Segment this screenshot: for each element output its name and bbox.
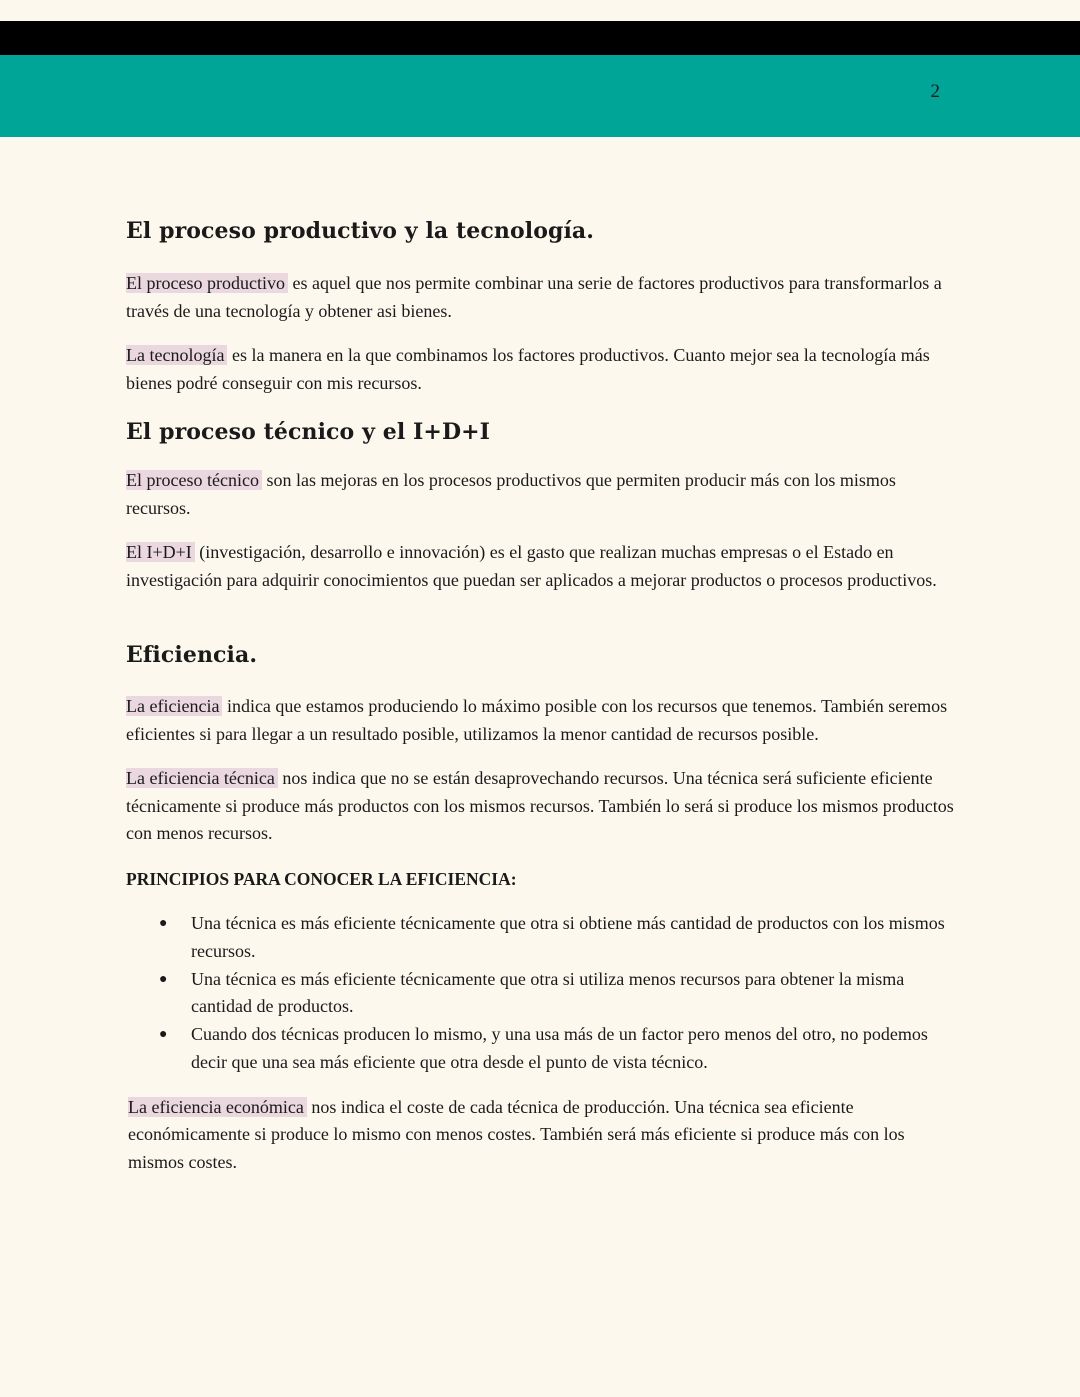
paragraph-text: es aquel que nos permite combinar una serie de factores productivos para transformarlos a través de una tecnología y obtener asi bienes. xyxy=(126,273,942,321)
highlighted-term: La tecnología xyxy=(126,345,227,365)
paragraph-proceso-productivo xyxy=(126,270,956,325)
paragraph-eficiencia-tecnica xyxy=(126,765,956,848)
paragraph-text: nos indica el coste de cada técnica de producción. Una técnica sea eficiente económicamente si produce lo mismo con menos costes. También será más eficiente si produce más con los mismos costes. xyxy=(128,1096,905,1172)
section-title-proceso-tecnico: El proceso técnico y el I+D+I xyxy=(126,419,491,445)
list-item: ● Cuando dos técnicas producen lo mismo, y una usa más de un factor pero menos del otro, no podemos decir que una sea más eficiente que otra desde el punto de vista técnico. xyxy=(191,1021,956,1077)
highlighted-term: La eficiencia xyxy=(126,696,222,716)
paragraph-text: son las mejoras en los procesos productivos que permiten producir más con los mismos recursos. xyxy=(126,470,896,518)
list-item: ● Una técnica es más eficiente técnicamente que otra si utiliza menos recursos para obtener la misma cantidad de productos. xyxy=(191,966,956,1022)
header-black-bar xyxy=(0,21,1080,55)
paragraph-text: es la manera en la que combinamos los factores productivos. Cuanto mejor sea la tecnología más bienes podré conseguir con mis recursos. xyxy=(126,345,930,393)
list-item: ● Una técnica es más eficiente técnicamente que otra si obtiene más cantidad de productos con los mismos recursos. xyxy=(191,910,956,966)
highlighted-term: La eficiencia económica xyxy=(128,1097,307,1117)
highlighted-term: El I+D+I xyxy=(126,542,195,562)
paragraph-tecnologia xyxy=(126,342,956,397)
highlighted-term: La eficiencia técnica xyxy=(126,768,278,788)
paragraph-text: (investigación, desarrollo e innovación) es el gasto que realizan muchas empresas o el Estado en investigación para adquirir conocimientos que puedan ser aplicados a mejorar productos o procesos productivos. xyxy=(126,542,937,590)
paragraph-proceso-tecnico xyxy=(126,467,956,522)
paragraph-idi xyxy=(126,539,956,594)
principles-list xyxy=(126,910,956,1077)
subheading-principios: PRINCIPIOS PARA CONOCER LA EFICIENCIA: xyxy=(126,868,517,889)
highlighted-term: El proceso productivo xyxy=(126,273,288,293)
paragraph-text: nos indica que no se están desaprovechando recursos. Una técnica será suficiente eficiente técnicamente si produce más productos con los mismos recursos. También lo será si produce los mismos productos con menos recursos. xyxy=(126,768,954,843)
highlighted-term: El proceso técnico xyxy=(126,470,262,490)
paragraph-eficiencia xyxy=(126,693,956,748)
page-number: 2 xyxy=(930,81,940,102)
section-title-eficiencia: Eficiencia. xyxy=(126,642,258,668)
document-body xyxy=(126,218,956,1176)
section-title-proceso-productivo: El proceso productivo y la tecnología. xyxy=(126,218,595,244)
paragraph-text: indica que estamos produciendo lo máximo posible con los recursos que tenemos. También seremos eficientes si para llegar a un resultado posible, utilizamos la menor cantidad de recursos posible. xyxy=(126,696,948,744)
paragraph-eficiencia-economica xyxy=(126,1094,956,1177)
header-teal-band xyxy=(0,55,1080,137)
